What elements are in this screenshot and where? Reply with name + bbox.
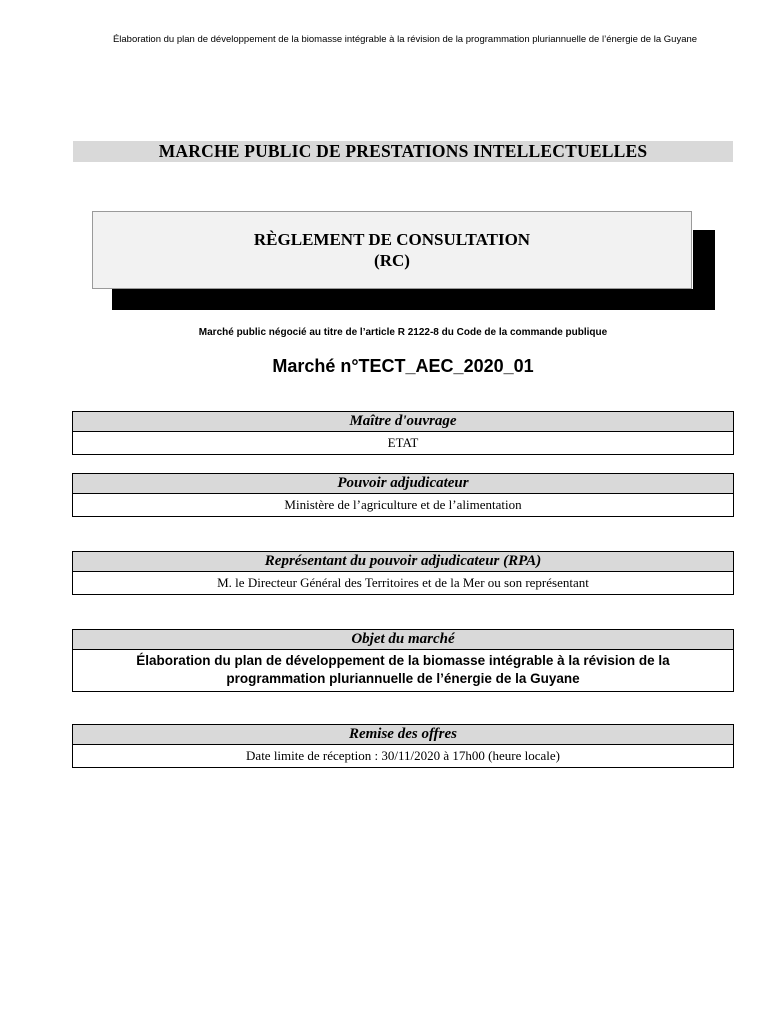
remise-offres-heading: Remise des offres bbox=[73, 725, 733, 745]
title-box-shadow-bottom bbox=[112, 289, 715, 310]
document-type-banner: MARCHE PUBLIC DE PRESTATIONS INTELLECTUELLES bbox=[73, 141, 733, 162]
remise-offres-box bbox=[72, 724, 734, 768]
rpa-heading: Représentant du pouvoir adjudicateur (RPA) bbox=[73, 552, 733, 572]
title-box-shadow-right bbox=[693, 230, 715, 290]
objet-marche-heading: Objet du marché bbox=[73, 630, 733, 650]
running-header: Élaboration du plan de développement de la biomasse intégrable à la révision de la programmation pluriannuelle de l’énergie de la Guyane bbox=[112, 34, 698, 45]
pouvoir-adjudicateur-heading: Pouvoir adjudicateur bbox=[73, 474, 733, 494]
objet-marche-box bbox=[72, 629, 734, 692]
title-box bbox=[92, 211, 692, 289]
maitre-ouvrage-box bbox=[72, 411, 734, 455]
legal-basis-subtitle: Marché public négocié au titre de l’article R 2122-8 du Code de la commande publique bbox=[198, 327, 608, 338]
market-number: Marché n°TECT_AEC_2020_01 bbox=[272, 356, 534, 376]
document-title: RÈGLEMENT DE CONSULTATION bbox=[253, 230, 531, 249]
pouvoir-adjudicateur-value: Ministère de l’agriculture et de l’alimentation bbox=[284, 497, 522, 512]
maitre-ouvrage-heading: Maître d'ouvrage bbox=[73, 412, 733, 432]
objet-marche-value: Élaboration du plan de développement de la biomasse intégrable à la révision de la programmation pluriannuelle de l’énergie de la Guyane bbox=[136, 653, 670, 686]
rpa-box bbox=[72, 551, 734, 595]
pouvoir-adjudicateur-box bbox=[72, 473, 734, 517]
document-abbreviation: (RC) bbox=[374, 251, 410, 270]
maitre-ouvrage-value: ETAT bbox=[387, 435, 419, 450]
rpa-value: M. le Directeur Général des Territoires et de la Mer ou son représentant bbox=[217, 575, 589, 590]
remise-offres-value: Date limite de réception : 30/11/2020 à 17h00 (heure locale) bbox=[246, 748, 560, 763]
